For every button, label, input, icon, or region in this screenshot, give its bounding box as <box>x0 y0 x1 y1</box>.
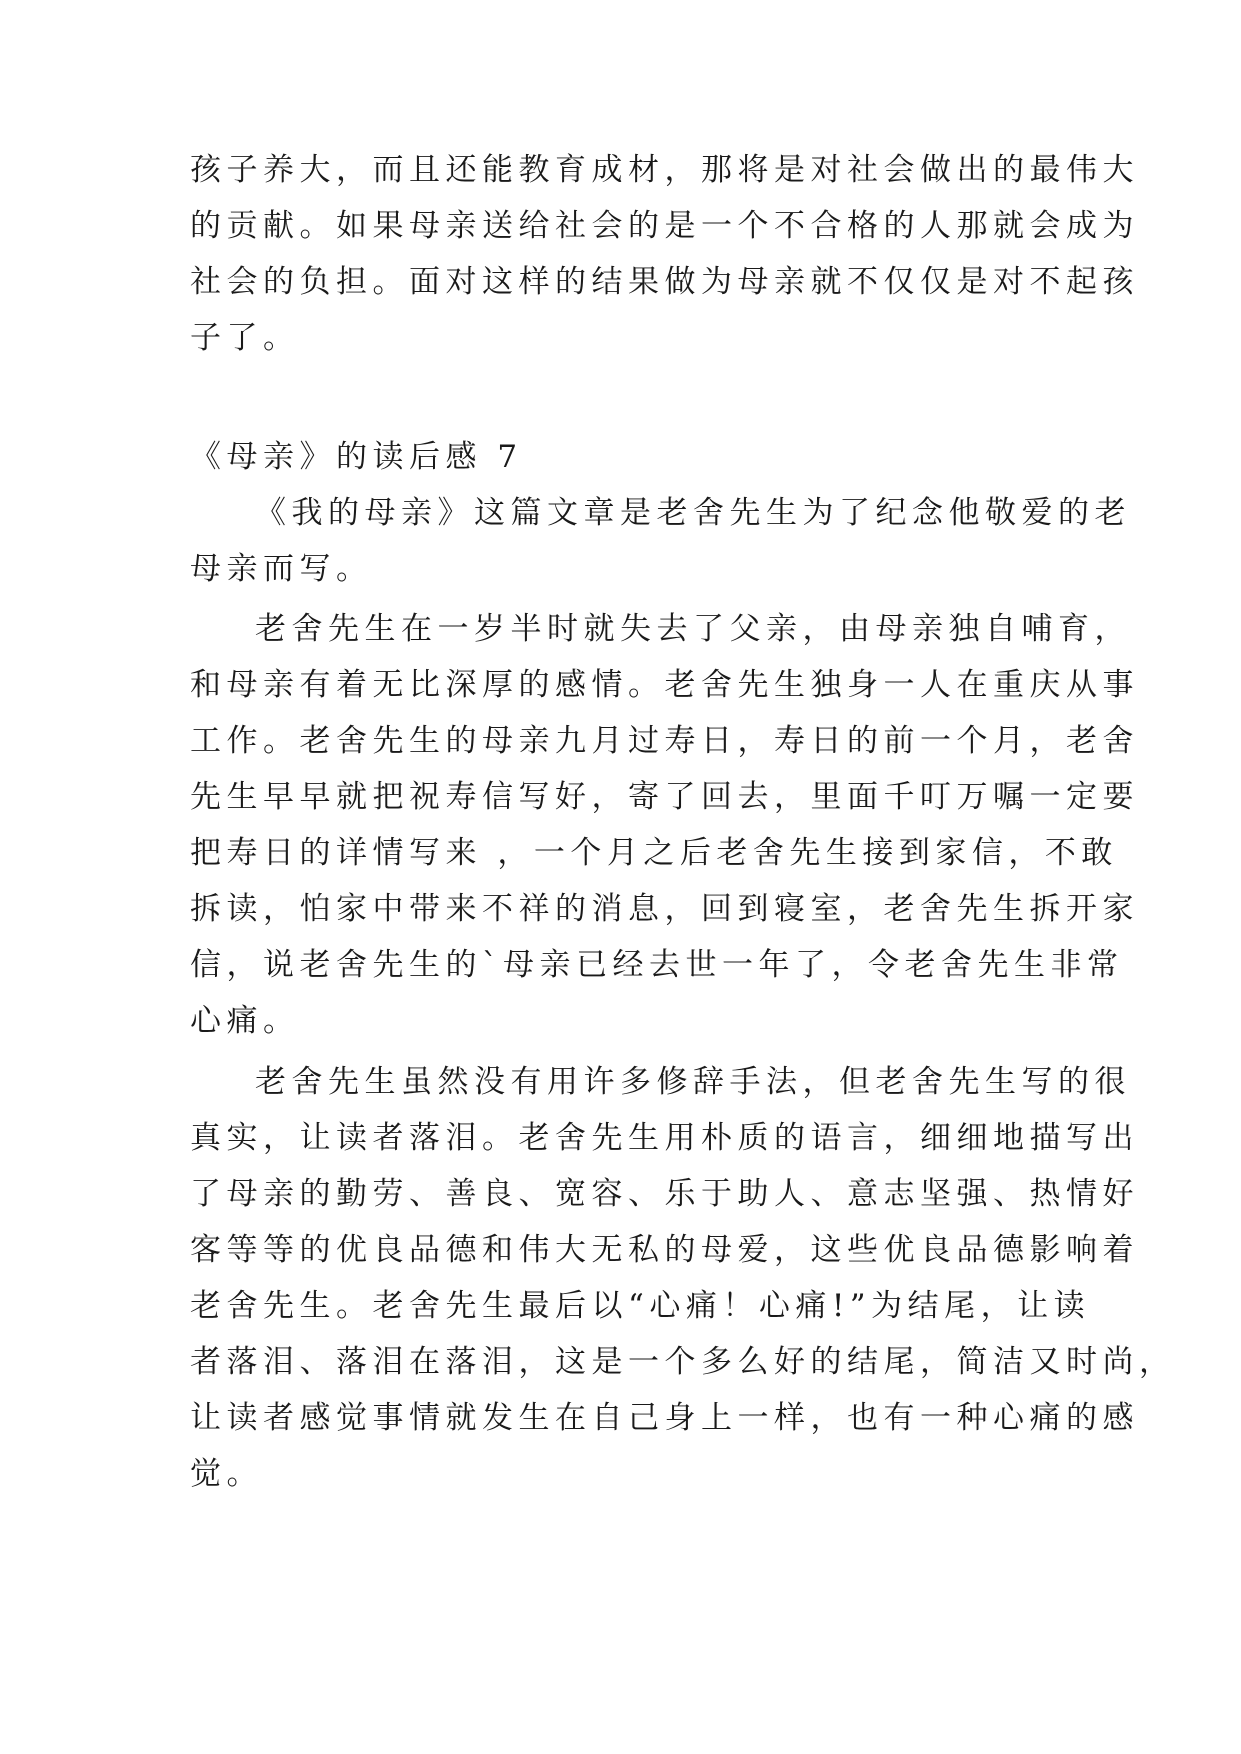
paragraph-line: 把寿日的详情写来 ，一个月之后老舍先生接到家信，不敢 <box>190 835 1118 871</box>
paragraph-line: 让读者感觉事情就发生在自己身上一样，也有一种心痛的感 <box>190 1400 1139 1436</box>
paragraph-line: 社会的负担。面对这样的结果做为母亲就不仅仅是对不起孩 <box>190 264 1139 300</box>
paragraph-line: 信，说老舍先生的`母亲已经去世一年了，令老舍先生非常 <box>190 947 1124 983</box>
paragraph-line: 拆读，怕家中带来不祥的消息，回到寝室，老舍先生拆开家 <box>190 891 1139 927</box>
paragraph-line: 觉。 <box>190 1456 263 1492</box>
paragraph-line: 先生早早就把祝寿信写好，寄了回去，里面千叮万嘱一定要 <box>190 779 1139 815</box>
paragraph-line: 的贡献。如果母亲送给社会的是一个不合格的人那就会成为 <box>190 208 1139 244</box>
paragraph-line: 工作。老舍先生的母亲九月过寿日，寿日的前一个月，老舍 <box>190 723 1139 759</box>
section-title: 《母亲》的读后感 7 <box>190 439 523 475</box>
paragraph-line: 真实，让读者落泪。老舍先生用朴质的语言，细细地描写出 <box>190 1120 1139 1156</box>
paragraph-line: 心痛。 <box>190 1003 300 1039</box>
paragraph-line: 客等等的优良品德和伟大无私的母爱，这些优良品德影响着 <box>190 1232 1139 1268</box>
paragraph-line: 老舍先生虽然没有用许多修辞手法，但老舍先生写的很 <box>255 1064 1131 1100</box>
paragraph-line: 和母亲有着无比深厚的感情。老舍先生独身一人在重庆从事 <box>190 667 1139 703</box>
paragraph-line: 子了。 <box>190 320 300 356</box>
paragraph-line: 老舍先生。老舍先生最后以“心痛！心痛!”为结尾，让读 <box>190 1288 1091 1324</box>
paragraph-line: 了母亲的勤劳、善良、宽容、乐于助人、意志坚强、热情好 <box>190 1176 1139 1212</box>
paragraph-line: 孩子养大，而且还能教育成材，那将是对社会做出的最伟大 <box>190 152 1139 188</box>
paragraph-line: 老舍先生在一岁半时就失去了父亲，由母亲独自哺育， <box>255 611 1131 647</box>
paragraph-line: 《我的母亲》这篇文章是老舍先生为了纪念他敬爱的老 <box>255 495 1131 531</box>
paragraph-line: 母亲而写。 <box>190 551 373 587</box>
paragraph-line: 者落泪、落泪在落泪，这是一个多么好的结尾，简洁又时尚， <box>190 1344 1176 1380</box>
